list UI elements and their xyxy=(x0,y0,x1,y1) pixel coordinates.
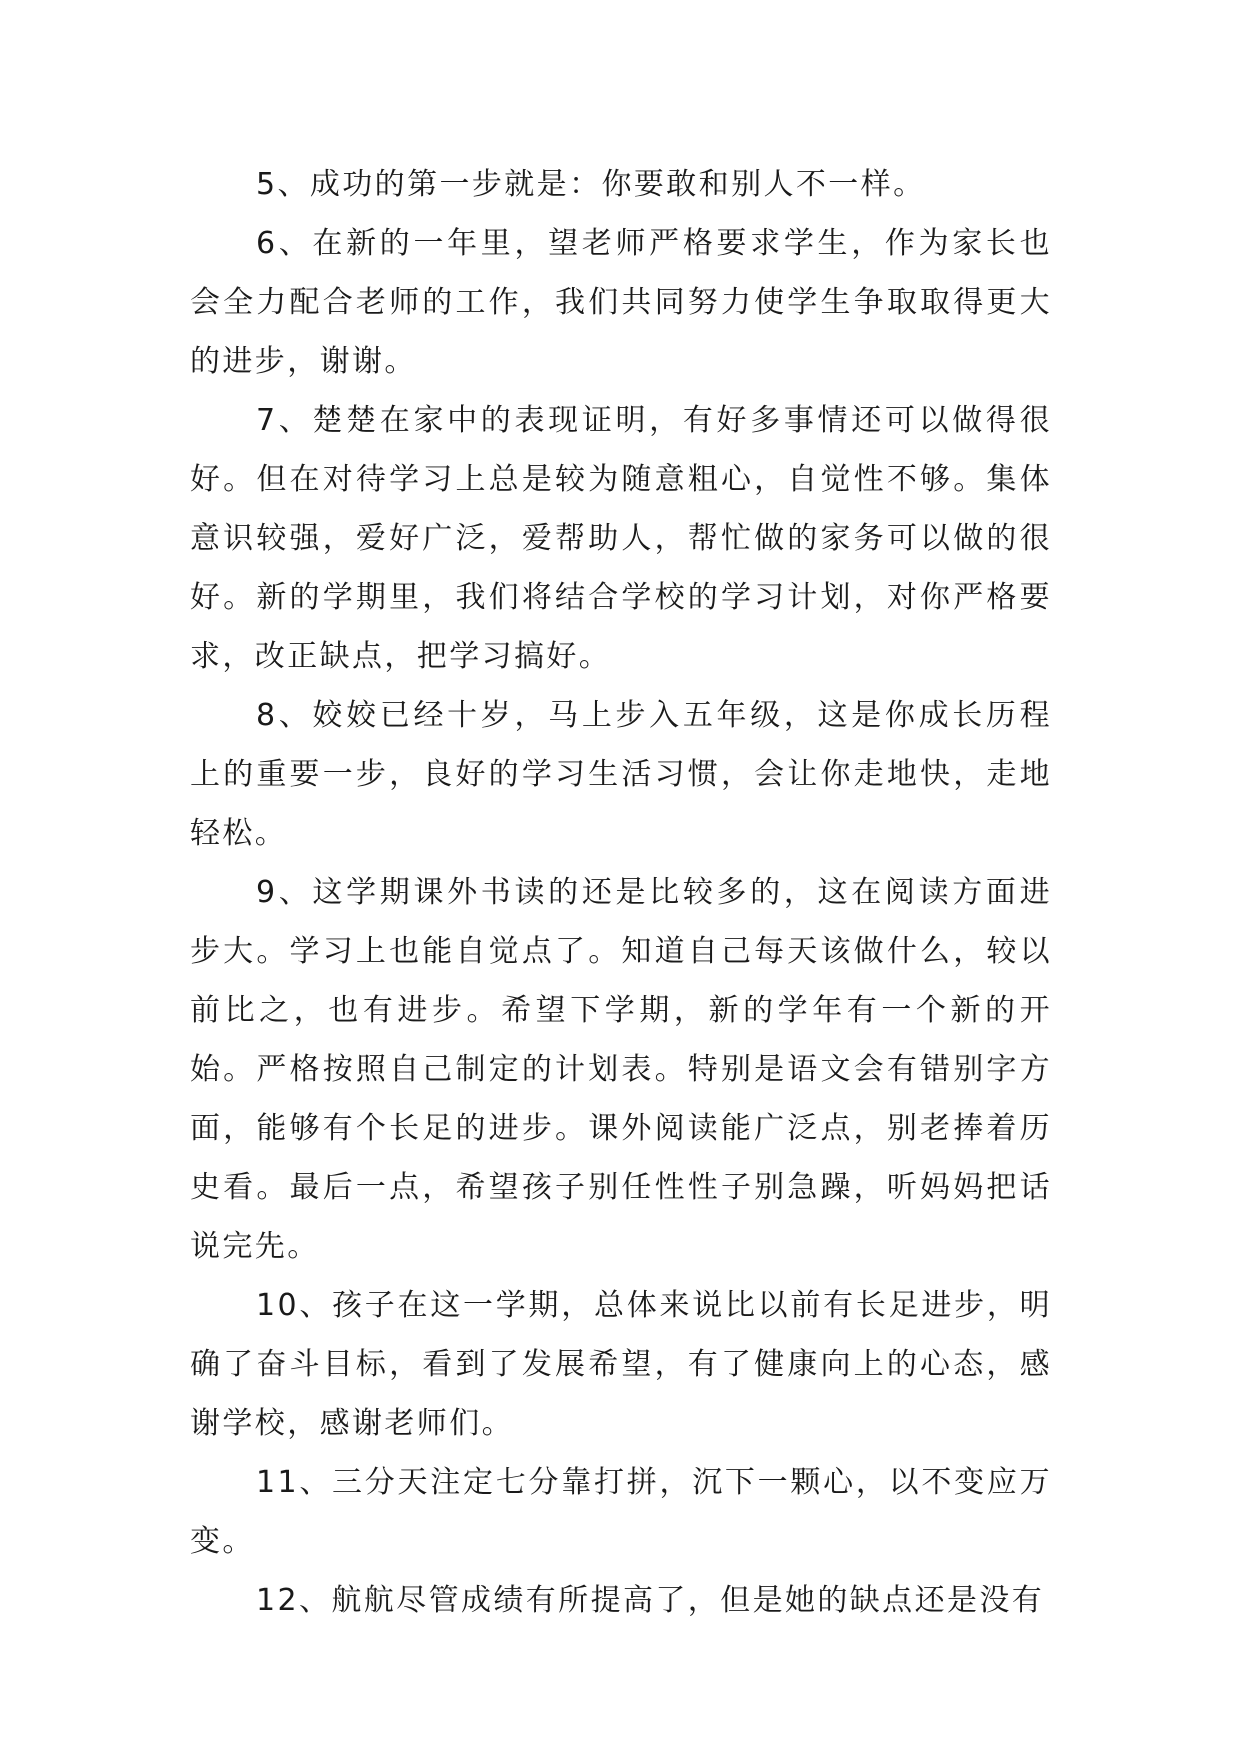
paragraph-10: 10、孩子在这一学期，总体来说比以前有长足进步，明确了奋斗目标，看到了发展希望，有了健康向上的心态，感谢学校，感谢老师们。 xyxy=(190,1288,1052,1441)
paragraph-12: 12、航航尽管成绩有所提高了，但是她的缺点还是没有 xyxy=(256,1583,1045,1618)
paragraph-8: 8、姣姣已经十岁，马上步入五年级，这是你成长历程上的重要一步，良好的学习生活习惯，会让你走地快，走地轻松。 xyxy=(190,698,1052,851)
paragraph-6: 6、在新的一年里，望老师严格要求学生，作为家长也会全力配合老师的工作，我们共同努力使学生争取取得更大的进步，谢谢。 xyxy=(190,226,1052,379)
paragraph-11: 11、三分天注定七分靠打拼，沉下一颗心，以不变应万变。 xyxy=(190,1465,1052,1559)
document-body xyxy=(190,155,1052,1630)
paragraph-7: 7、楚楚在家中的表现证明，有好多事情还可以做得很好。但在对待学习上总是较为随意粗心，自觉性不够。集体意识较强，爱好广泛，爱帮助人，帮忙做的家务可以做的很好。新的学期里，我们将结合学校的学习计划，对你严格要求，改正缺点，把学习搞好。 xyxy=(190,403,1052,674)
paragraph-9: 9、这学期课外书读的还是比较多的，这在阅读方面进步大。学习上也能自觉点了。知道自己每天该做什么，较以前比之，也有进步。希望下学期，新的学年有一个新的开始。严格按照自己制定的计划表。特别是语文会有错别字方面，能够有个长足的进步。课外阅读能广泛点，别老捧着历史看。最后一点，希望孩子别任性性子别急躁，听妈妈把话说完先。 xyxy=(190,875,1052,1264)
paragraph-5: 5、成功的第一步就是：你要敢和别人不一样。 xyxy=(256,167,926,202)
